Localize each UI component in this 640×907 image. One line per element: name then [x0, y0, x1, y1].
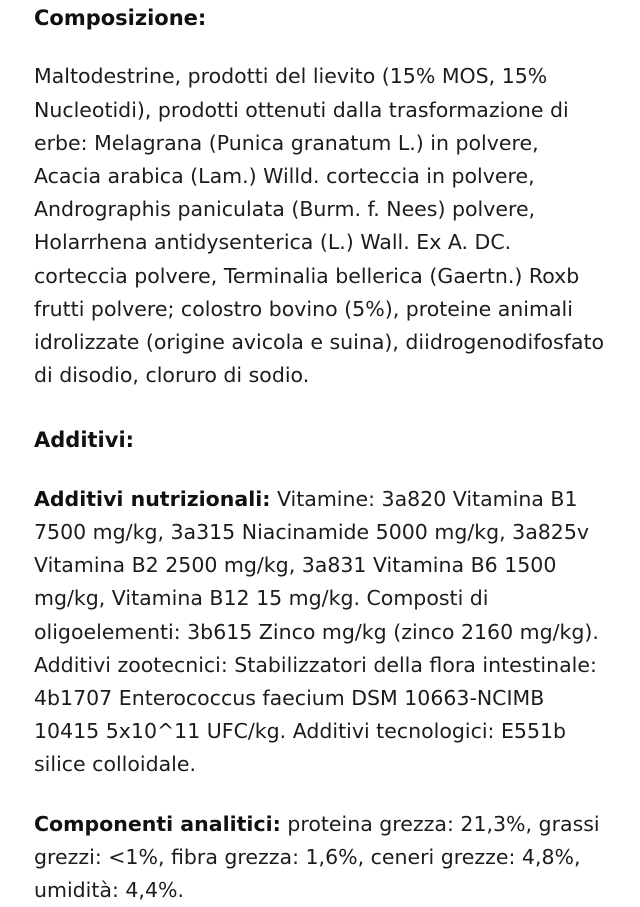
additivi-body — [34, 483, 606, 782]
componenti-analitici-label: Componenti analitici: — [34, 811, 281, 836]
composizione-section — [34, 0, 606, 392]
composizione-heading: Composizione: — [34, 6, 207, 30]
additivi-heading: Additivi: — [34, 428, 135, 453]
spacer — [34, 32, 606, 60]
spacer — [34, 782, 606, 808]
additivi-nutrizionali-label: Additivi nutrizionali: — [34, 486, 271, 511]
additivi-nutrizionali-text: Vitamine: 3a820 Vitamina B1 7500 mg/kg, 3a315 Niacinamide 5000 mg/kg, 3a825v Vitamina B2 2500 mg/kg, 3a831 Vitamina B6 1500 mg/kg, Vitamina B12 15 mg/kg. Composti di oligoelementi: 3b615 Zinco mg/kg (zinco 2160 mg/kg). Additivi zootecnici: Stabilizzatori della flora intestinale: 4b1707 Enterococcus faecium DSM 10663-NCIMB 10415 5x10^11 UFC/kg. Additivi tecnologici: E551b silice colloidale. — [34, 486, 599, 777]
additivi-section — [34, 426, 606, 781]
spacer — [34, 455, 606, 483]
composizione-body: Maltodestrine, prodotti del lievito (15% MOS, 15% Nucleotidi), prodotti ottenuti dalla trasformazione di erbe: Melagrana (Punica granatum L.) in polvere, Acacia arabica (Lam.) Willd. corteccia in polvere, Andrographis paniculata (Burm. f. Nees) polvere, Holarrhena antidysenterica (L.) Wall. Ex A. DC. corteccia polvere, Terminalia bellerica (Gaertn.) Roxb frutti polvere; colostro bovino (5%), proteine animali idrolizzate (origine avicola e suina), diidrogenodifosfato di disodio, cloruro di sodio. — [34, 64, 605, 388]
componenti-analitici-text: proteina grezza: 21,3%, grassi grezzi: <1%, fibra grezza: 1,6%, ceneri grezze: 4,8%, umidità: 4,4%. — [34, 811, 600, 902]
componenti-analitici-body — [34, 808, 606, 907]
spacer — [34, 392, 606, 426]
componenti-analitici-section — [34, 808, 606, 907]
